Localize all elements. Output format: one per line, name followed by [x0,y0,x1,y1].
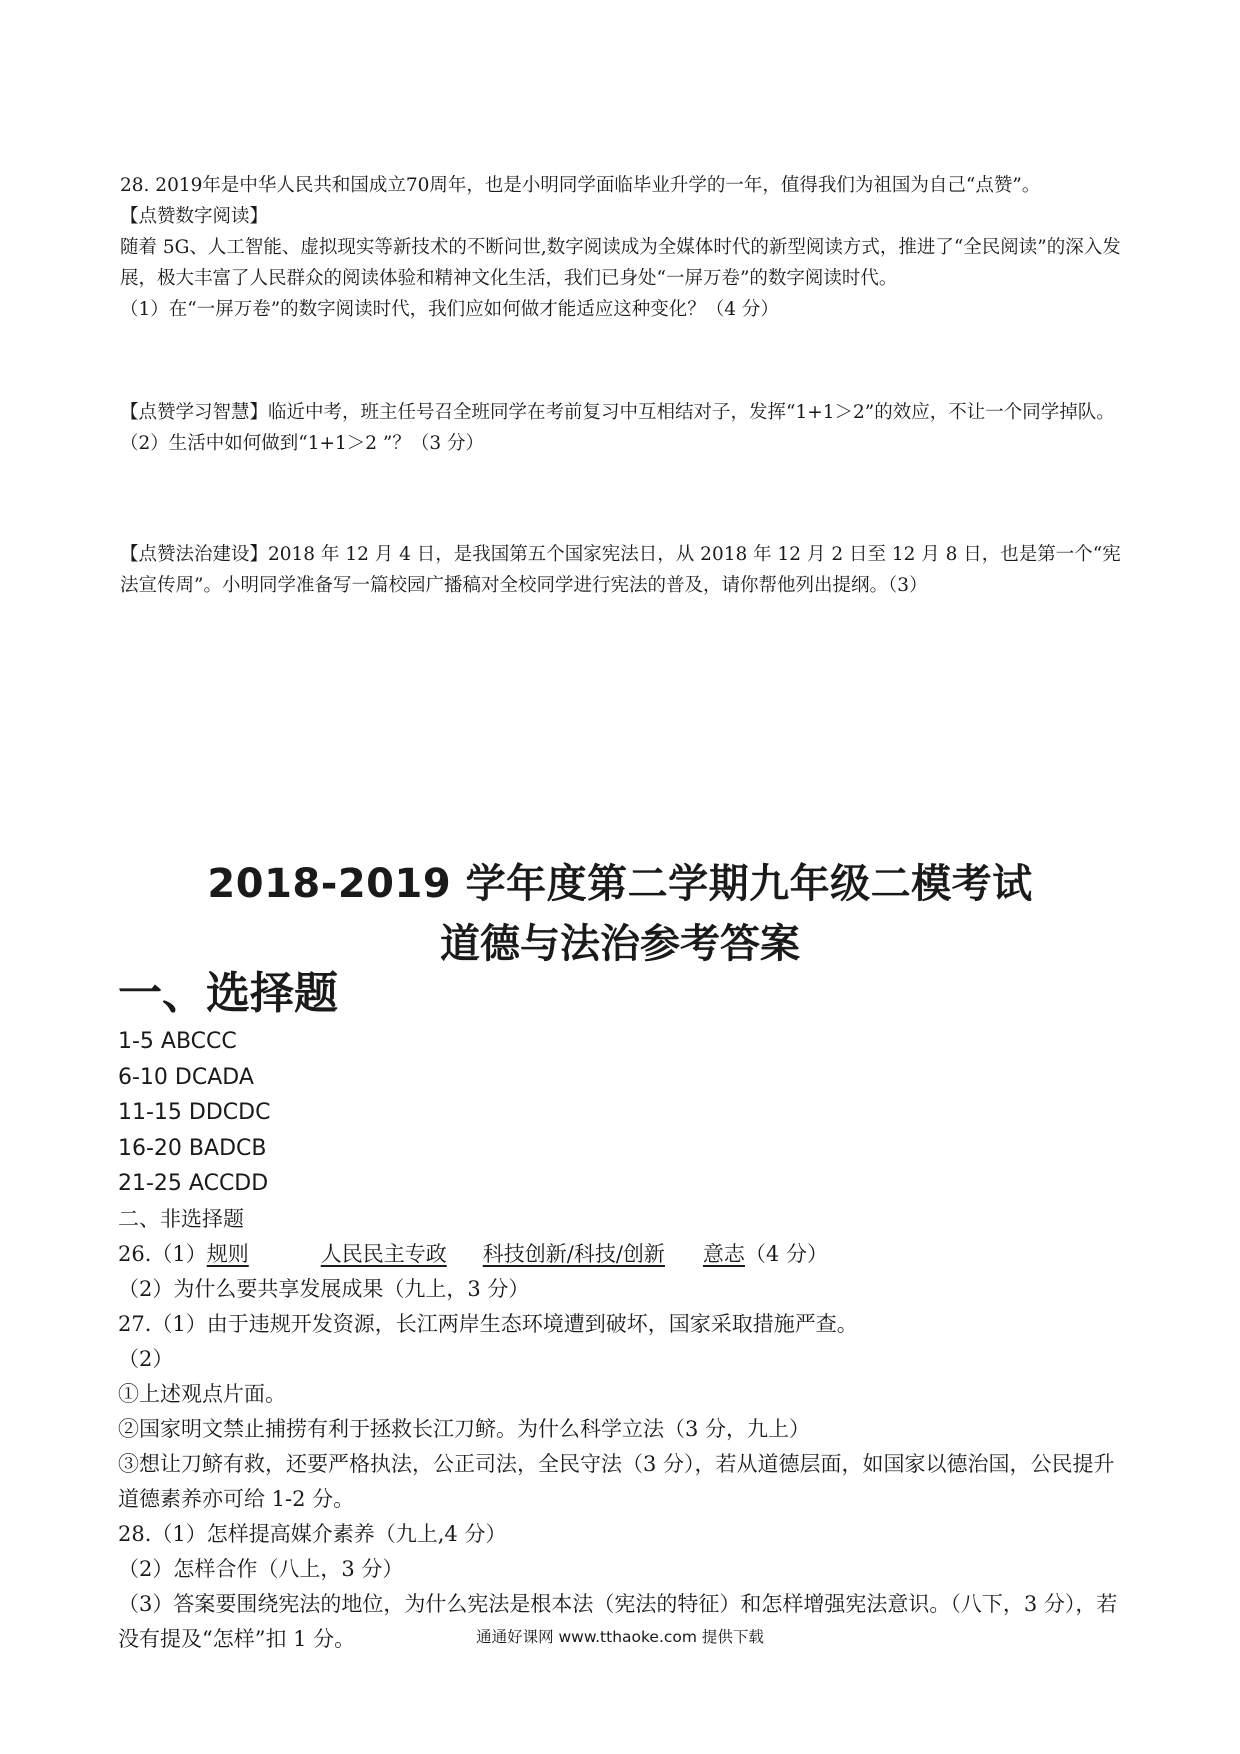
mc-answer-row: 6-10 DCADA [118,1064,254,1090]
q28-question2: （2）生活中如何做到“1+1＞2 ”？（3 分） [120,433,485,454]
answer-list [118,1024,1128,1657]
title-line-1: 2018-2019 学年度第二学期九年级二模考试 [207,861,1033,907]
answer-27-1: 27.（1）由于违规开发资源，长江两岸生态环境遭到破坏，国家采取措施严查。 [118,1311,858,1336]
section-multiple-choice-heading: 一、选择题 [118,968,338,1019]
answer-26-score: （4 分） [744,1241,828,1266]
answer-28-3: （3）答案要围绕宪法的地位，为什么宪法是根本法（宪法的特征）和怎样增强宪法意识。（八下，3 分），若没有提及“怎样”扣 1 分。 [118,1591,1118,1651]
mc-answer-row: 1-5 ABCCC [118,1029,237,1054]
q28-section2-body: 【点赞学习智慧】临近中考，班主任号召全班同学在考前复习中互相结对子，发挥“1+1＞2”的效应，不让一个同学掉队。 [120,402,1115,423]
answer-26-prefix: 26.（1） [118,1241,207,1266]
title-line-2: 道德与法治参考答案 [440,921,800,967]
question-28 [120,170,1130,601]
section-non-choice-heading: 二、非选择题 [118,1206,244,1231]
answer-27-2-label: （2） [118,1346,174,1371]
answer-blank: 意志 [702,1241,745,1266]
page-footer: 通通好课网 www.tthaoke.com 提供下载 [476,1628,764,1646]
mc-answer-row: 16-20 BADCB [118,1135,267,1161]
answer-space [120,459,1130,539]
answer-27-point-1: ①上述观点片面。 [118,1381,286,1406]
answer-28-1: 28.（1）怎样提高媒介素养（九上,4 分） [118,1521,507,1546]
answer-27-point-2: ②国家明文禁止捕捞有利于拯救长江刀鲚。为什么科学立法（3 分，九上） [118,1416,811,1441]
answer-blank: 规则 [206,1241,249,1266]
answer-space [120,325,1130,397]
mc-answer-row: 11-15 DDCDC [118,1100,271,1125]
q28-section3-body: 【点赞法治建设】2018 年 12 月 4 日，是我国第五个国家宪法日，从 2018 年 12 月 2 日至 12 月 8 日，也是第一个“宪法宣传周”。小明同学准备写一篇校园广播稿对全校同学进行宪法的普及，请你帮他列出提纲。（3） [120,544,1121,596]
answer-26-2: （2）为什么要共享发展成果（九上，3 分） [118,1276,530,1301]
answer-26-1 [118,1237,1128,1272]
answer-blank: 科技创新/科技/创新 [482,1241,665,1266]
answer-27-point-3: ③想让刀鲚有救，还要严格执法，公正司法，全民守法（3 分），若从道德层面，如国家以德治国，公民提升道德素养亦可给 1-2 分。 [118,1451,1115,1511]
answer-blank: 人民民主专政 [320,1241,447,1266]
q28-question1: （1）在“一屏万卷”的数字阅读时代，我们应如何做才能适应这种变化？（4 分） [120,299,779,320]
answer-key-title [0,856,1240,972]
mc-answer-row: 21-25 ACCDD [118,1171,269,1196]
answer-28-2: （2）怎样合作（八上，3 分） [118,1556,404,1581]
q28-section1-body: 随着 5G、人工智能、虚拟现实等新技术的不断问世,数字阅读成为全媒体时代的新型阅读方式，推进了“全民阅读”的深入发展，极大丰富了人民群众的阅读体验和精神文化生活，我们已身处“一屏万卷”的数字阅读时代。 [120,237,1121,289]
q28-section1-title: 【点赞数字阅读】 [120,206,269,227]
q28-intro: 28. 2019年是中华人民共和国成立70周年，也是小明同学面临毕业升学的一年，值得我们为祖国为自己“点赞”。 [120,175,1041,196]
